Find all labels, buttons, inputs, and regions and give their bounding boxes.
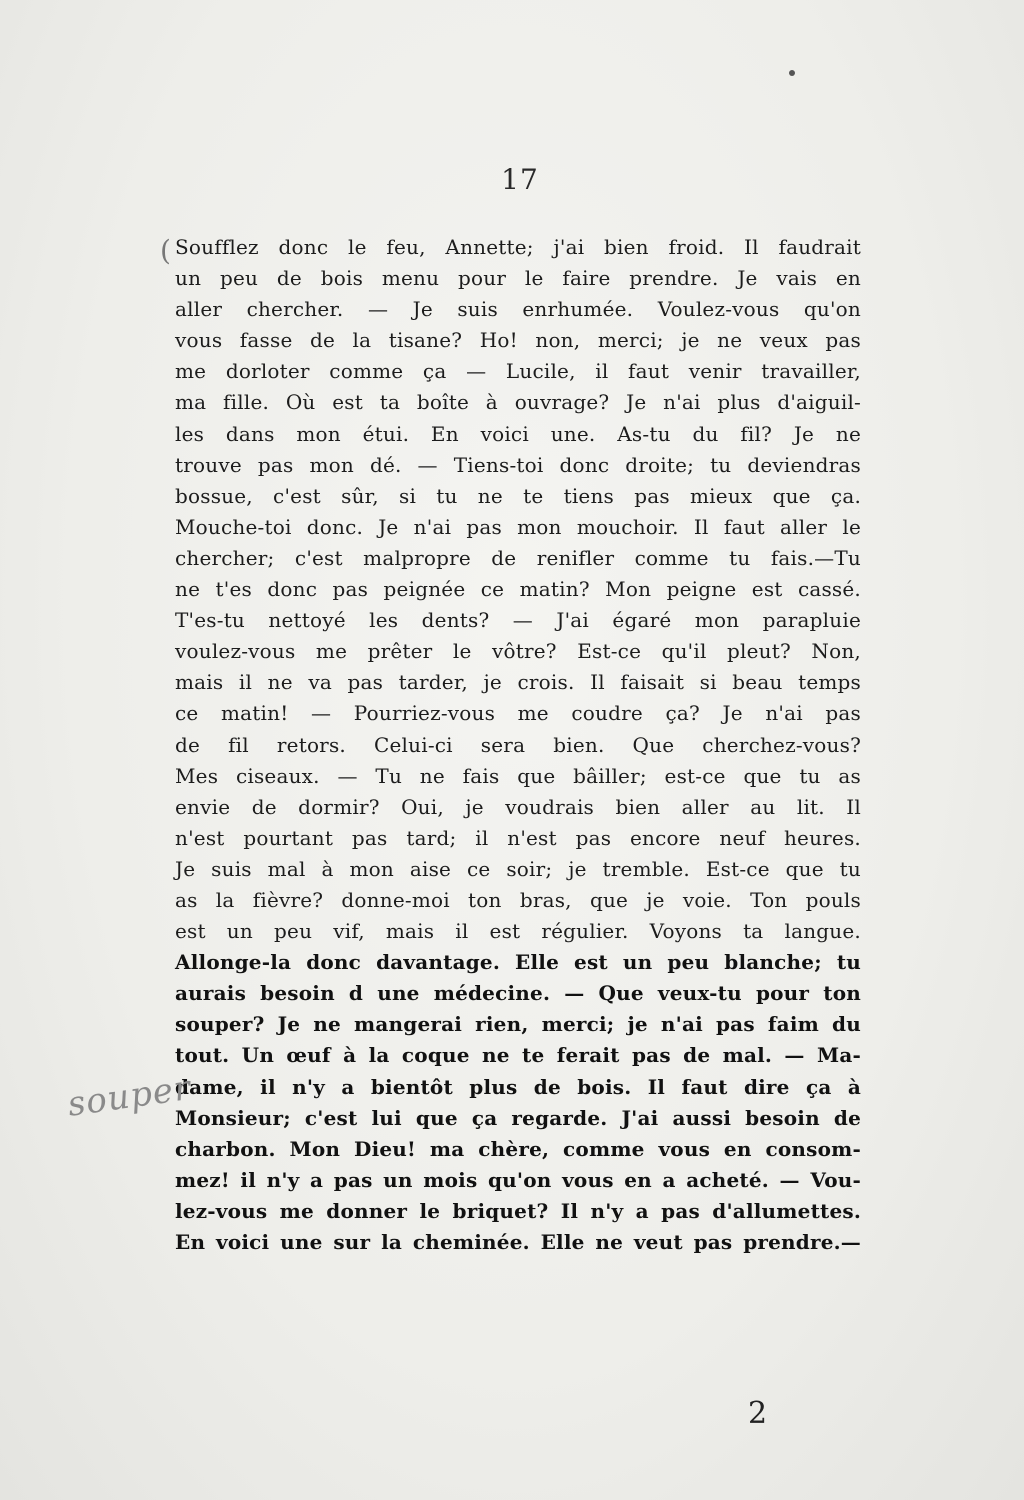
handwritten-margin-note: souper bbox=[65, 1067, 194, 1125]
ink-spot bbox=[789, 70, 795, 76]
text-line: souper? Je ne mangerai rien, merci; je n'ai pas faim du bbox=[175, 1012, 861, 1037]
text-line: Monsieur; c'est lui que ça regarde. J'ai aussi besoin de bbox=[175, 1105, 861, 1130]
text-line: mez! il n'y a pas un mois qu'on vous en a acheté. — Vou- bbox=[175, 1167, 861, 1192]
body-text bbox=[175, 232, 861, 1258]
text-line: un peu de bois menu pour le faire prendre. Je vais en bbox=[175, 266, 861, 291]
text-line: de fil retors. Celui-ci sera bien. Que cherchez-vous? bbox=[175, 732, 861, 757]
text-line: ne t'es donc pas peignée ce matin? Mon peigne est cassé. bbox=[175, 577, 861, 602]
text-line: chercher; c'est malpropre de renifler comme tu fais.—Tu bbox=[175, 545, 861, 570]
text-line: charbon. Mon Dieu! ma chère, comme vous en consom- bbox=[175, 1136, 861, 1161]
text-line: Soufflez donc le feu, Annette; j'ai bien froid. Il faudrait bbox=[175, 235, 861, 259]
text-line: En voici une sur la cheminée. Elle ne veut pas prendre.— bbox=[175, 1230, 861, 1254]
bracket-mark: ( bbox=[160, 234, 171, 267]
text-line: dame, il n'y a bientôt plus de bois. Il faut dire ça à bbox=[175, 1074, 861, 1099]
text-line: vous fasse de la tisane? Ho! non, merci; je ne veux pas bbox=[175, 328, 861, 353]
text-line: tout. Un œuf à la coque ne te ferait pas de mal. — Ma- bbox=[175, 1043, 861, 1068]
text-line: aller chercher. — Je suis enrhumée. Voulez-vous qu'on bbox=[175, 297, 861, 322]
text-line: est un peu vif, mais il est régulier. Voyons ta langue. bbox=[175, 919, 861, 944]
text-line: Mes ciseaux. — Tu ne fais que bâiller; est-ce que tu as bbox=[175, 763, 861, 788]
text-line: Mouche-toi donc. Je n'ai pas mon mouchoir. Il faut aller le bbox=[175, 514, 861, 539]
text-line: T'es-tu nettoyé les dents? — J'ai égaré mon parapluie bbox=[175, 608, 861, 633]
text-line: ma fille. Où est ta boîte à ouvrage? Je n'ai plus d'aiguil- bbox=[175, 390, 861, 415]
page-number: 17 bbox=[501, 163, 539, 196]
text-line: mais il ne va pas tarder, je crois. Il faisait si beau temps bbox=[175, 670, 861, 695]
text-line: Allonge-la donc davantage. Elle est un peu blanche; tu bbox=[175, 950, 861, 975]
text-line: lez-vous me donner le briquet? Il n'y a pas d'allumettes. bbox=[175, 1198, 861, 1223]
text-line: as la fièvre? donne-moi ton bras, que je voie. Ton pouls bbox=[175, 887, 861, 912]
text-line: envie de dormir? Oui, je voudrais bien aller au lit. Il bbox=[175, 794, 861, 819]
text-line: trouve pas mon dé. — Tiens-toi donc droite; tu deviendras bbox=[175, 452, 861, 477]
text-line: me dorloter comme ça — Lucile, il faut venir travailler, bbox=[175, 359, 861, 384]
text-line: les dans mon étui. En voici une. As-tu du fil? Je ne bbox=[175, 421, 861, 446]
text-line: Je suis mal à mon aise ce soir; je tremble. Est-ce que tu bbox=[175, 856, 861, 881]
text-line: n'est pourtant pas tard; il n'est pas encore neuf heures. bbox=[175, 825, 861, 850]
text-line: bossue, c'est sûr, si tu ne te tiens pas mieux que ça. bbox=[175, 483, 861, 508]
text-line: ce matin! — Pourriez-vous me coudre ça? Je n'ai pas bbox=[175, 701, 861, 726]
signature-number: 2 bbox=[748, 1396, 768, 1431]
text-line: voulez-vous me prêter le vôtre? Est-ce qu'il pleut? Non, bbox=[175, 639, 861, 664]
text-line: aurais besoin d une médecine. — Que veux-tu pour ton bbox=[175, 981, 861, 1006]
